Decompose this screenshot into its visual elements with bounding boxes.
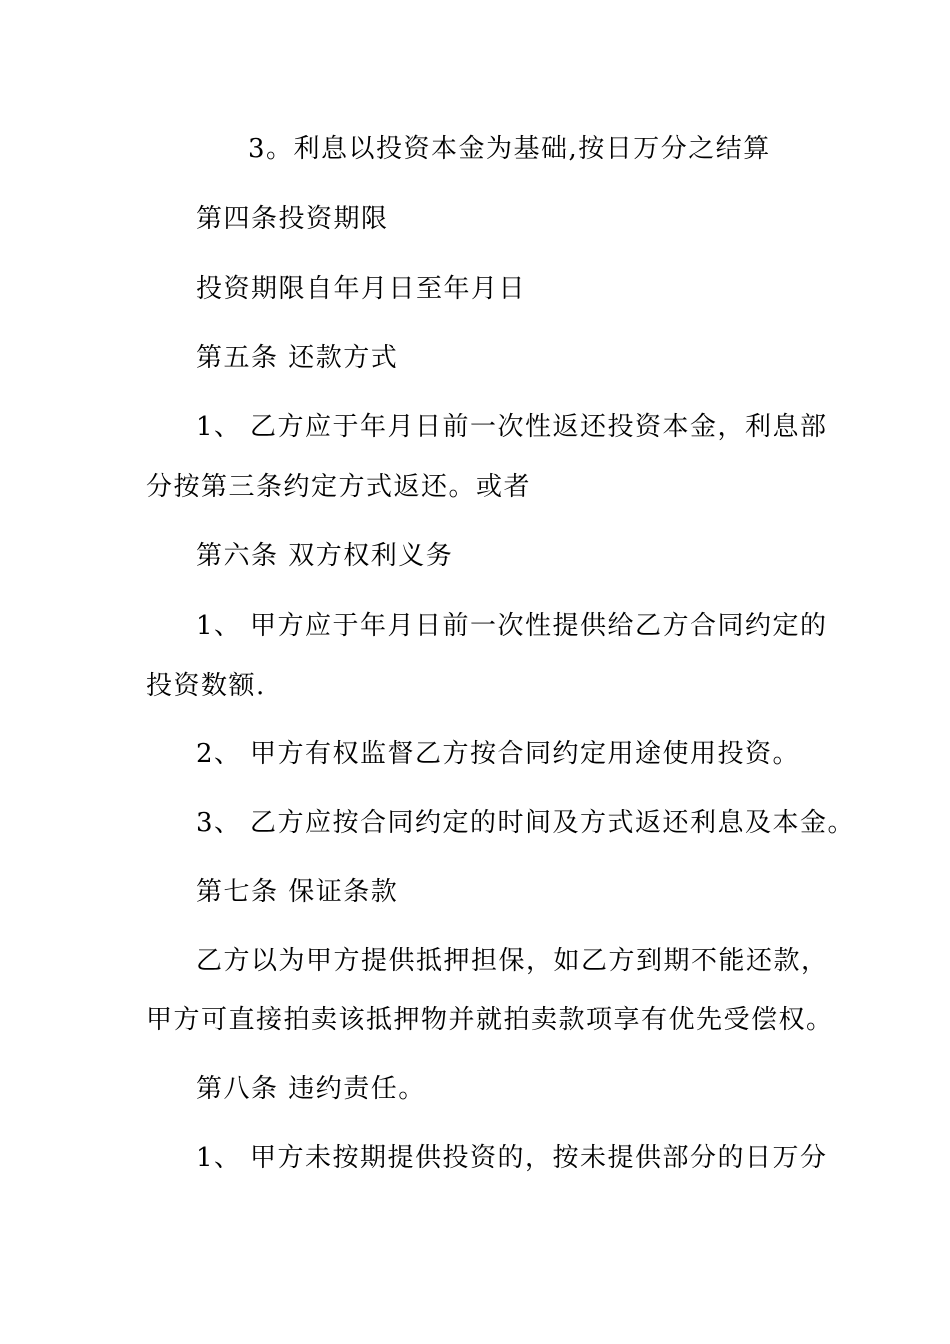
obligation-item-1	[196, 609, 828, 643]
item-number: 1、	[196, 412, 242, 442]
obligation-item-1-continuation: 投资数额.	[146, 671, 266, 701]
interest-clause-line: 3。利息以投资本金为基础,按日万分之结算	[248, 134, 771, 164]
guarantee-clause-continuation: 甲方可直接拍卖该抵押物并就拍卖款项享有优先受偿权。	[146, 1005, 834, 1035]
article-5-heading: 第五条 还款方式	[196, 343, 399, 373]
item-text: 甲方有权监督乙方按合同约定用途使用投资。	[250, 739, 801, 769]
repayment-item-line	[196, 410, 828, 444]
item-number: 1、	[196, 611, 242, 641]
item-text: 乙方应按合同约定的时间及方式返还利息及本金。	[250, 808, 856, 838]
guarantee-clause-line: 乙方以为甲方提供抵押担保，如乙方到期不能还款，	[196, 946, 829, 976]
item-number: 1、	[196, 1143, 242, 1173]
obligation-item-2	[196, 737, 800, 771]
item-number: 2、	[196, 739, 242, 769]
article-4-heading: 第四条投资期限	[196, 204, 389, 234]
article-6-heading: 第六条 双方权利义务	[196, 541, 454, 571]
breach-item-1	[196, 1141, 828, 1175]
item-text: 甲方未按期提供投资的，按未提供部分的日万分	[250, 1143, 828, 1173]
obligation-item-3	[196, 806, 855, 840]
article-7-heading: 第七条 保证条款	[196, 877, 399, 907]
item-text: 乙方应于年月日前一次性返还投资本金，利息部	[250, 412, 828, 442]
item-text: 甲方应于年月日前一次性提供给乙方合同约定的	[250, 611, 828, 641]
investment-term-line: 投资期限自年月日至年月日	[196, 274, 527, 304]
item-number: 3、	[196, 808, 242, 838]
repayment-item-continuation: 分按第三条约定方式返还。或者	[146, 472, 532, 502]
article-8-heading: 第八条 违约责任。	[196, 1074, 426, 1104]
